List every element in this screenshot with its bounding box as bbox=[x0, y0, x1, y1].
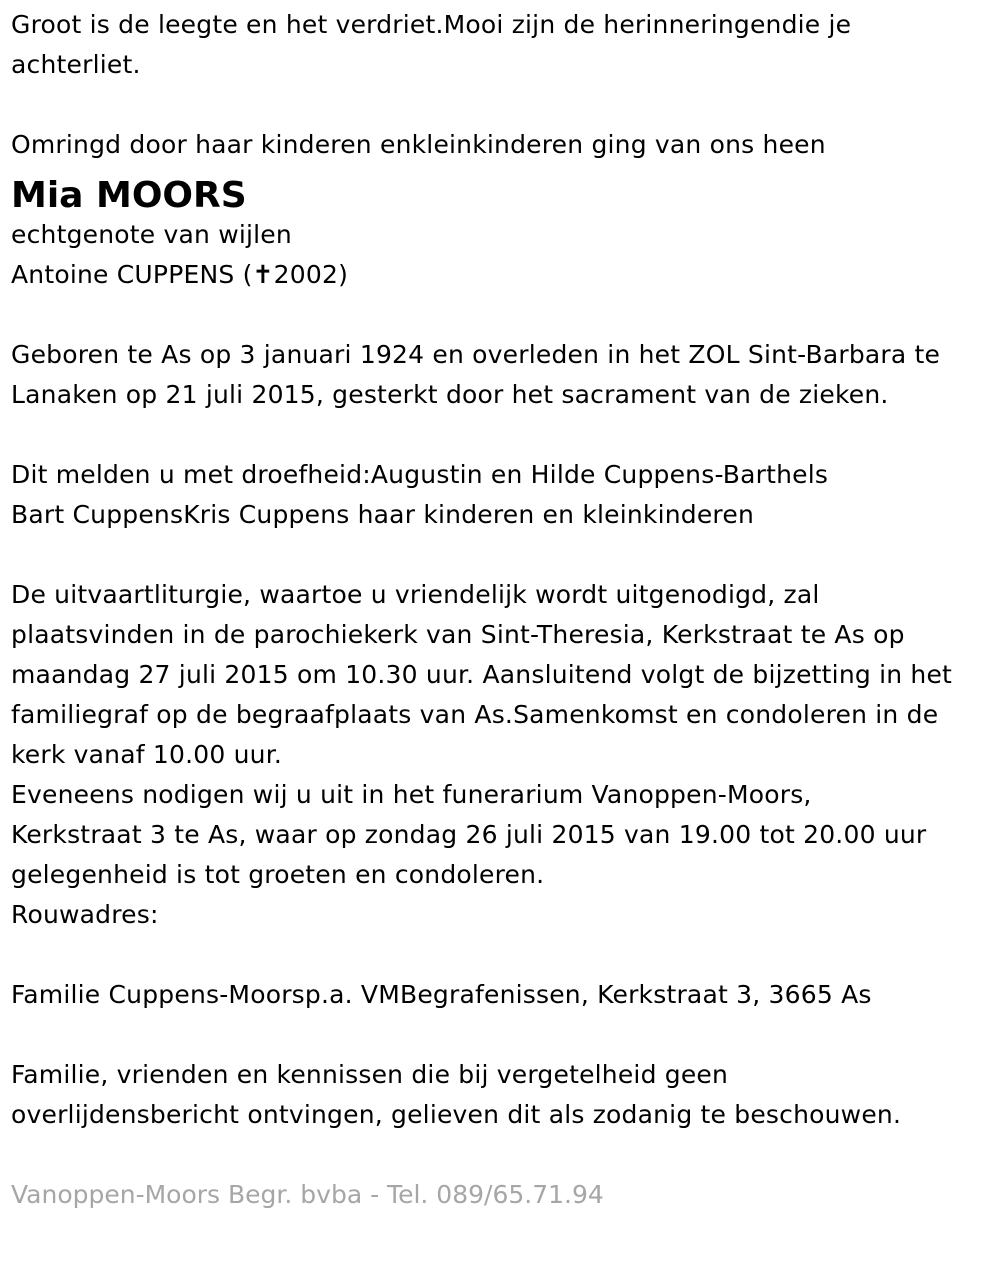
notice-line-1: Familie, vrienden en kennissen die bij vergetelheid geen bbox=[11, 1060, 729, 1089]
intro-line-3: Omringd door haar kinderen enkleinkinderen ging van ons heen bbox=[11, 130, 826, 159]
funeral-line-2: plaatsvinden in de parochiekerk van Sint-Theresia, Kerkstraat te As op bbox=[11, 620, 905, 649]
funeral-line-1: De uitvaartliturgie, waartoe u vriendelijk wordt uitgenodigd, zal bbox=[11, 580, 820, 609]
announcers-line-1: Dit melden u met droefheid:Augustin en Hilde Cuppens-Barthels bbox=[11, 460, 829, 489]
spacer bbox=[11, 85, 991, 125]
spacer bbox=[11, 535, 991, 575]
spacer bbox=[11, 295, 991, 335]
address-line: Familie Cuppens-Moorsp.a. VMBegrafenissen, Kerkstraat 3, 3665 As bbox=[11, 980, 872, 1009]
intro-line-2: achterliet. bbox=[11, 50, 141, 79]
deceased-name: Mia MOORS bbox=[11, 175, 247, 216]
funeral-line-9: Rouwadres: bbox=[11, 900, 159, 929]
announcers-line-2: Bart CuppensKris Cuppens haar kinderen en kleinkinderen bbox=[11, 500, 754, 529]
spacer bbox=[11, 1015, 991, 1055]
spacer bbox=[11, 415, 991, 455]
funeral-line-4: familiegraf op de begraafplaats van As.Samenkomst en condoleren in de bbox=[11, 700, 939, 729]
funeral-line-8: gelegenheid is tot groeten en condoleren. bbox=[11, 860, 545, 889]
funeral-line-7: Kerkstraat 3 te As, waar op zondag 26 juli 2015 van 19.00 tot 20.00 uur bbox=[11, 820, 927, 849]
intro-line-1: Groot is de leegte en het verdriet.Mooi zijn de herinneringendie je bbox=[11, 10, 852, 39]
birth-death-line-2: Lanaken op 21 juli 2015, gesterkt door het sacrament van de zieken. bbox=[11, 380, 889, 409]
birth-death-line-1: Geboren te As op 3 januari 1924 en overleden in het ZOL Sint-Barbara te bbox=[11, 340, 941, 369]
notice-line-2: overlijdensbericht ontvingen, gelieven dit als zodanig te beschouwen. bbox=[11, 1100, 902, 1129]
spacer bbox=[11, 935, 991, 975]
spacer bbox=[11, 1135, 991, 1175]
deceased-spouse: Antoine CUPPENS (✝2002) bbox=[11, 260, 349, 289]
funeral-line-3: maandag 27 juli 2015 om 10.30 uur. Aansluitend volgt de bijzetting in het bbox=[11, 660, 953, 689]
funeral-line-6: Eveneens nodigen wij u uit in het funerarium Vanoppen-Moors, bbox=[11, 780, 812, 809]
deceased-relation: echtgenote van wijlen bbox=[11, 220, 292, 249]
footer-contact: Vanoppen-Moors Begr. bvba - Tel. 089/65.71.94 bbox=[11, 1180, 604, 1209]
obituary-document bbox=[11, 0, 991, 1215]
funeral-line-5: kerk vanaf 10.00 uur. bbox=[11, 740, 283, 769]
